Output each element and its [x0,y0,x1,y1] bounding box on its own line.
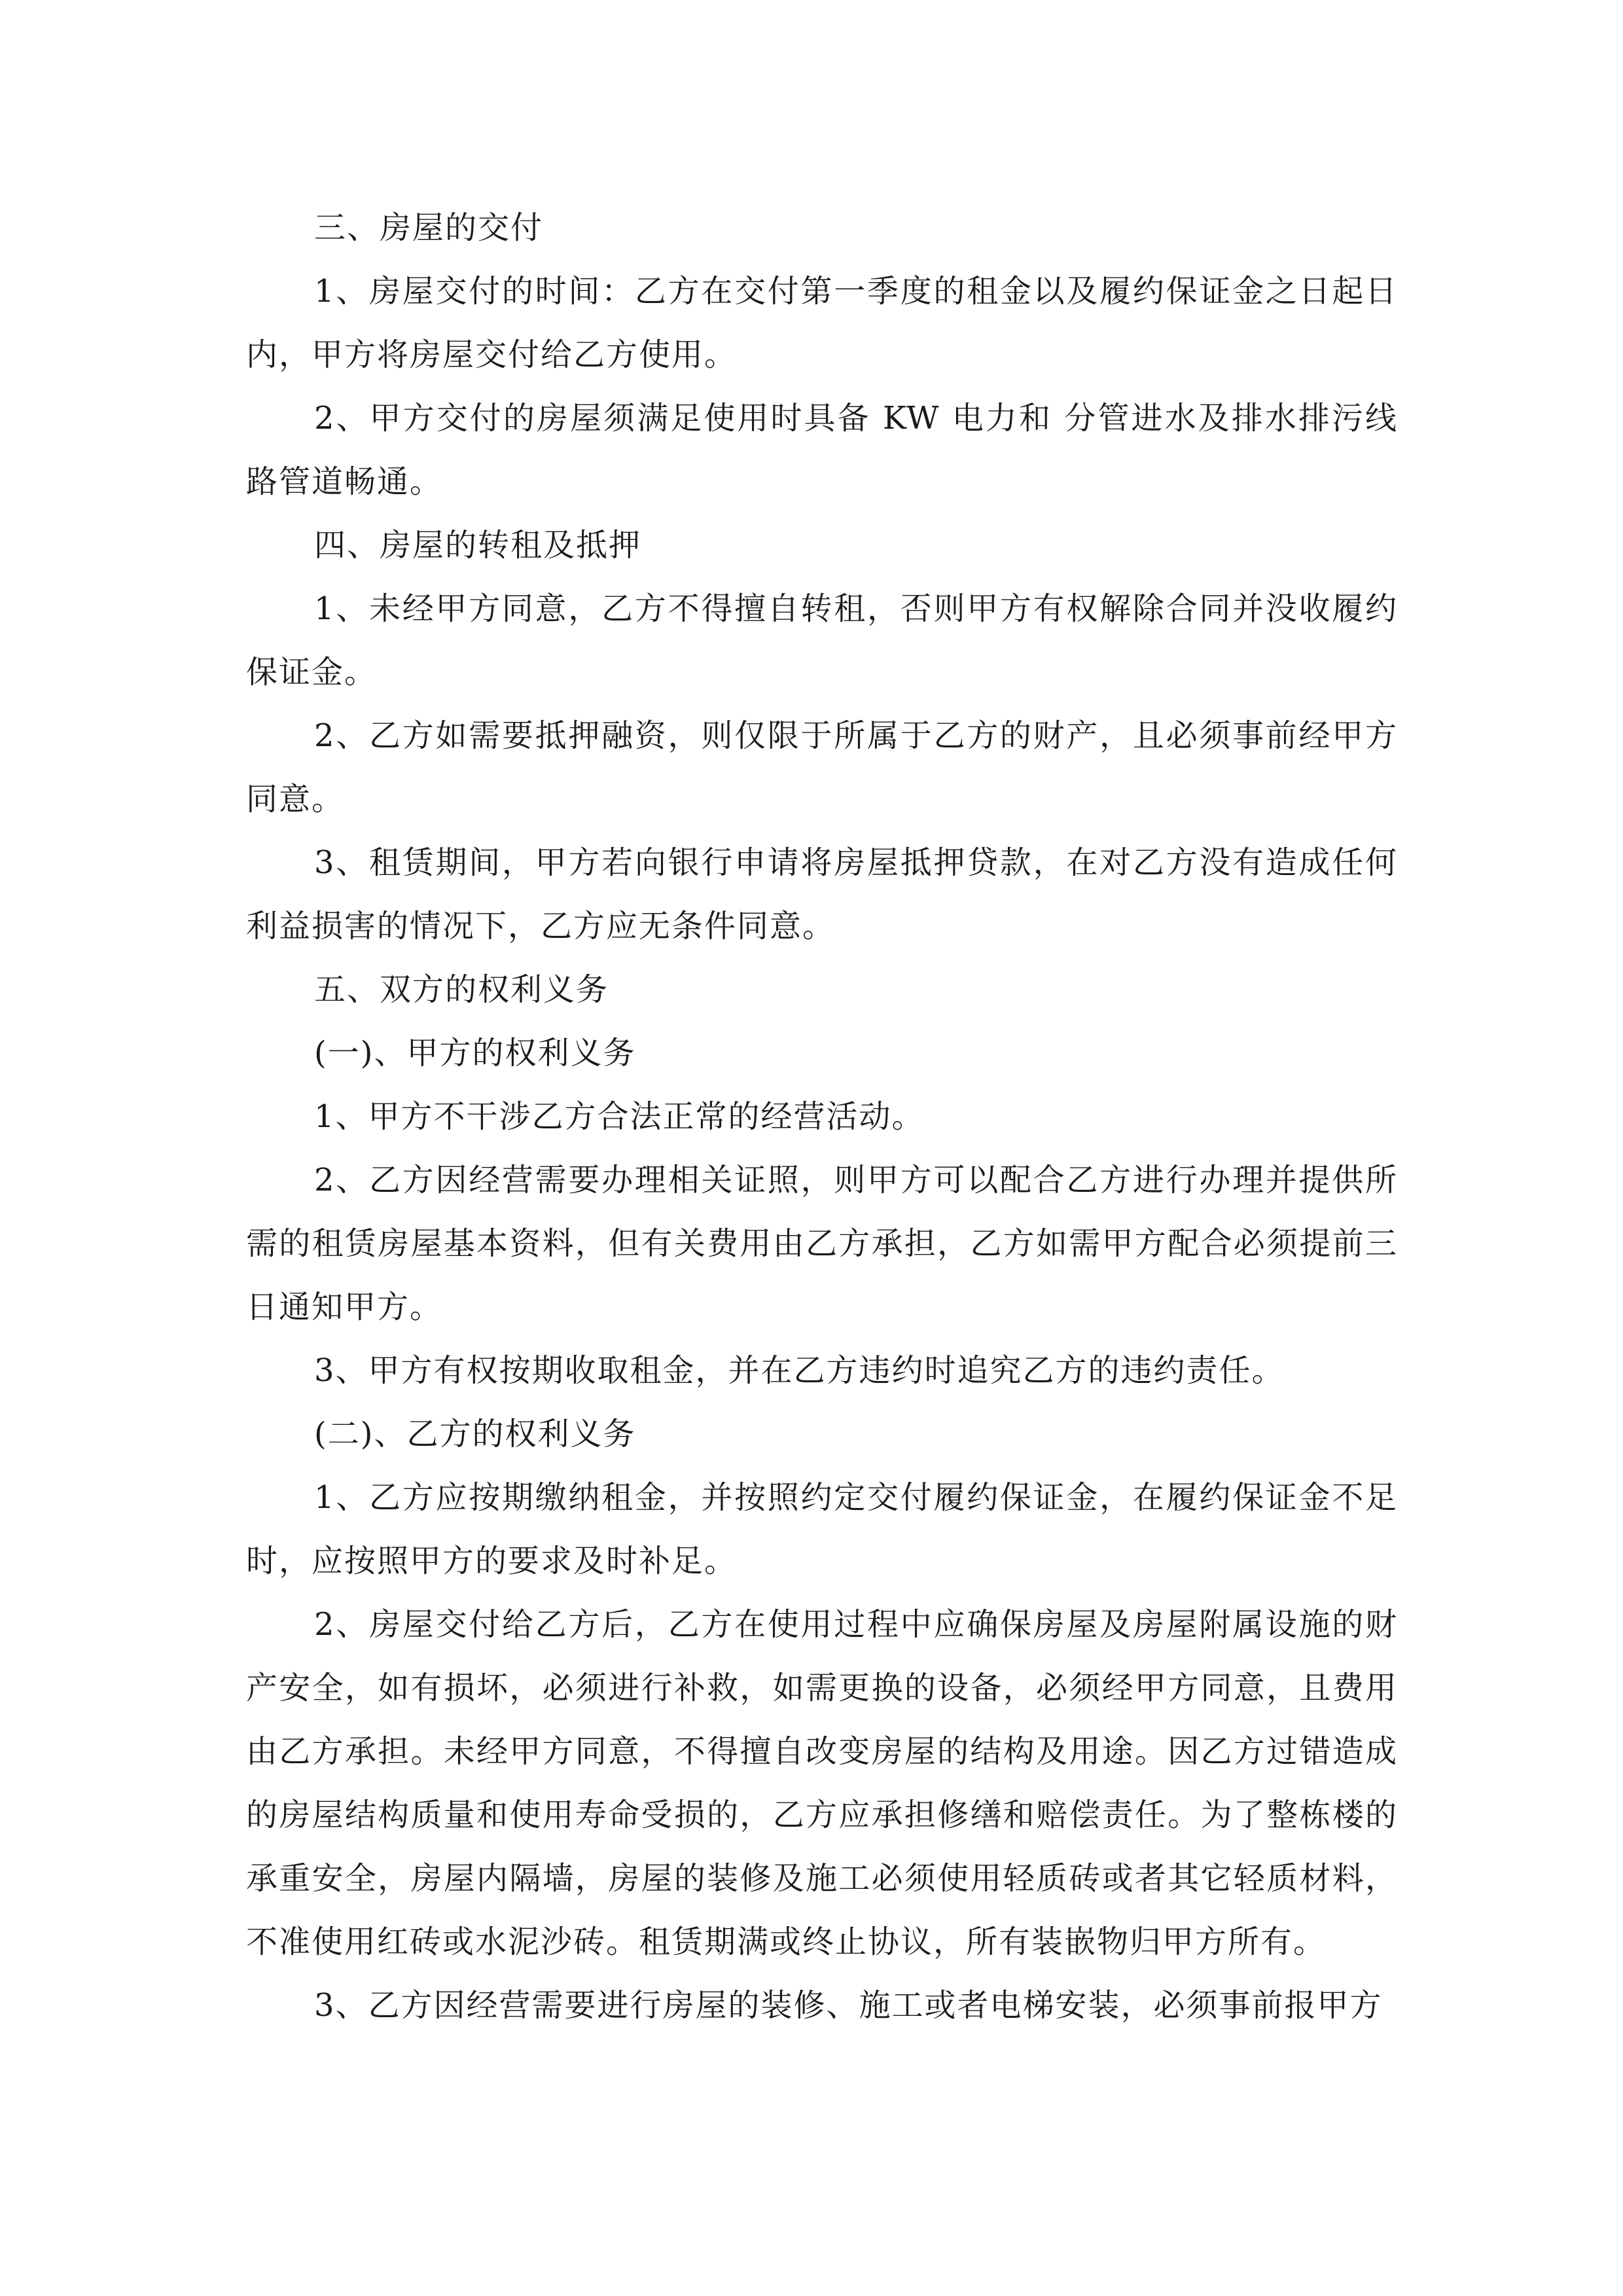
paragraph-bank-loan: 3、租赁期间，甲方若向银行申请将房屋抵押贷款，在对乙方没有造成任何利益损害的情况下，乙方应无条件同意。 [246,844,1398,944]
paragraph-delivery-conditions: 2、甲方交付的房屋须满足使用时具备 KW 电力和 分管进水及排水排污线路管道畅通。 [246,400,1398,500]
paragraph-party-a-2: 2、乙方因经营需要办理相关证照，则甲方可以配合乙方进行办理并提供所需的租赁房屋基本资料，但有关费用由乙方承担，乙方如需甲方配合必须提前三日通知甲方。 [246,1162,1398,1325]
paragraph-party-a-1: 1、甲方不干涉乙方合法正常的经营活动。 [314,1098,925,1135]
paragraph-delivery-time: 1、房屋交付的时间：乙方在交付第一季度的租金以及履约保证金之日起日内，甲方将房屋交付给乙方使用。 [246,273,1398,373]
paragraph-mortgage-financing: 2、乙方如需要抵押融资，则仅限于所属于乙方的财产，且必须事前经甲方同意。 [246,717,1398,817]
subsection-heading-party-b: (二)、乙方的权利义务 [314,1416,636,1452]
paragraph-party-a-3: 3、甲方有权按期收取租金，并在乙方违约时追究乙方的违约责任。 [314,1352,1285,1389]
paragraph-party-b-1: 1、乙方应按期缴纳租金，并按照约定交付履约保证金，在履约保证金不足时，应按照甲方的要求及时补足。 [246,1479,1398,1579]
section-heading-rights-obligations: 五、双方的权利义务 [314,971,609,1008]
paragraph-sublease: 1、未经甲方同意，乙方不得擅自转租，否则甲方有权解除合同并没收履约保证金。 [246,590,1398,691]
section-heading-delivery: 三、房屋的交付 [314,209,544,246]
paragraph-party-b-2: 2、房屋交付给乙方后，乙方在使用过程中应确保房屋及房屋附属设施的财产安全，如有损坏，必须进行补救，如需更换的设备，必须经甲方同意，且费用由乙方承担。未经甲方同意，不得擅自改变房屋的结构及用途。因乙方过错造成的房屋结构质量和使用寿命受损的，乙方应承担修缮和赔偿责任。为了整栋楼的承重安全，房屋内隔墙，房屋的装修及施工必须使用轻质砖或者其它轻质材料，不准使用红砖或水泥沙砖。租赁期满或终止协议，所有装嵌物归甲方所有。 [246,1606,1398,1960]
paragraph-party-b-3: 3、乙方因经营需要进行房屋的装修、施工或者电梯安装，必须事前报甲方 [314,1987,1383,2024]
section-heading-sublease-mortgage: 四、房屋的转租及抵押 [314,527,642,564]
subsection-heading-party-a: (一)、甲方的权利义务 [314,1035,636,1071]
document-body [246,196,1398,2037]
